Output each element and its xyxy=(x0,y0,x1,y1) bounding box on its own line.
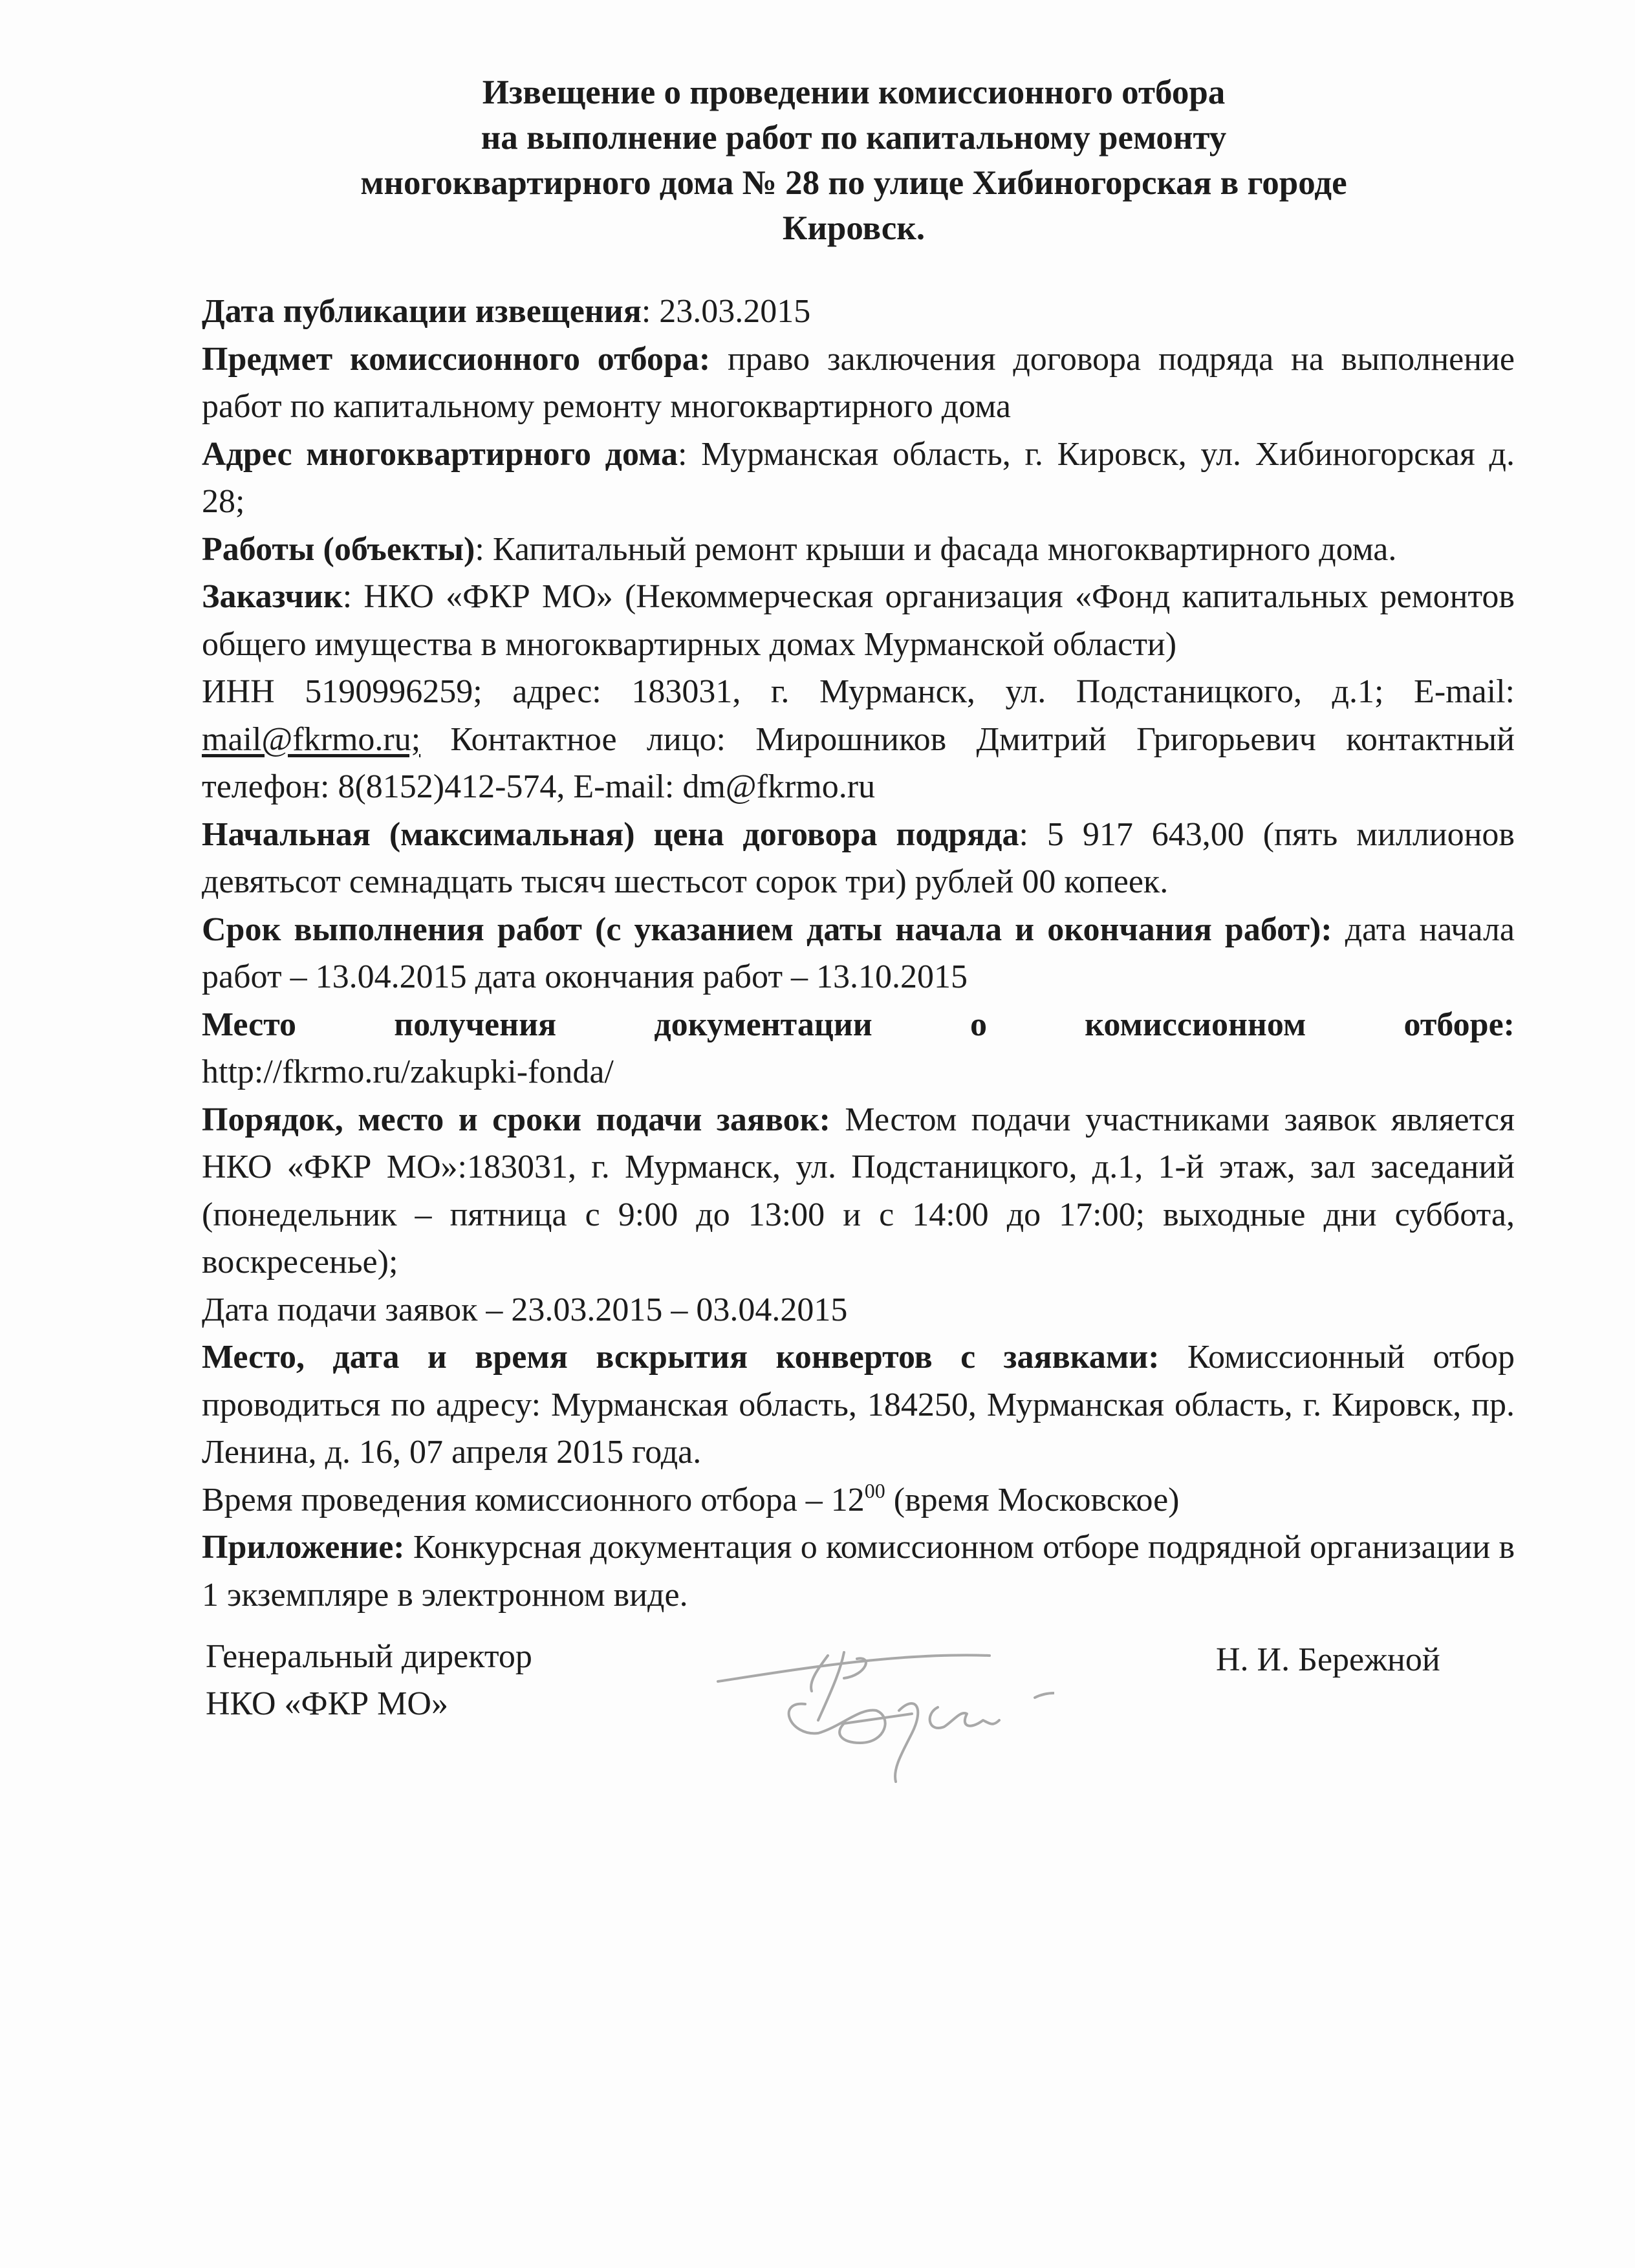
section-value: : Капитальный ремонт крыши и фасада многоквартирного дома. xyxy=(475,530,1397,568)
section-value: дата начала работ – 13.04.2015 дата окончания работ – 13.10.2015 xyxy=(202,911,1515,995)
section-value: Комиссионный отбор проводиться по адресу: Мурманская область, 184250, Мурманская область, г. Кировск, пр. Ленина, д. 16, 07 апреля 2015 года. xyxy=(202,1339,1515,1471)
customer-contact: Контактное лицо: Мирошников Дмитрий Григорьевич контактный телефон: 8(8152)412-574, E-mail: dm@fkrmo.ru xyxy=(202,720,1515,805)
section-label: Срок выполнения работ (с указанием даты начала и окончания работ): xyxy=(202,911,1332,948)
section-label: Дата публикации извещения xyxy=(202,293,642,330)
section-application-order xyxy=(202,1096,1515,1286)
section-value: Конкурсная документация о комиссионном отборе подрядной организации в 1 экземпляре в электронном виде. xyxy=(202,1529,1515,1614)
opening-time-text: Время проведения комиссионного отбора – 12 xyxy=(202,1481,865,1518)
signature-stroke xyxy=(811,1652,844,1720)
customer-details xyxy=(202,668,1515,811)
signature-stroke xyxy=(1035,1693,1054,1698)
customer-requisites: ИНН 5190996259; адрес: 183031, г. Мурманск, ул. Подстаницкого, д.1; E-mail: xyxy=(202,673,1515,710)
section-label: Работы (объекты) xyxy=(202,530,475,568)
title-line: многоквартирного дома № 28 по улице Хибиногорская в городе xyxy=(360,164,1347,202)
section-label: Порядок, место и сроки подачи заявок: xyxy=(202,1101,830,1138)
customer-email-link[interactable]: mail@fkrmo.ru; xyxy=(202,720,421,758)
section-value: : 5 917 643,00 (пять миллионов девятьсот семнадцать тысяч шестьсот сорок три) рублей 00 копеек. xyxy=(202,815,1515,900)
section-address xyxy=(202,431,1515,526)
opening-time-minutes: 00 xyxy=(864,1478,885,1502)
signature-stroke xyxy=(718,1655,990,1681)
signature-stroke xyxy=(789,1704,912,1743)
document-title xyxy=(194,70,1513,251)
opening-time xyxy=(202,1476,1515,1524)
section-customer xyxy=(202,573,1515,668)
title-line: Кировск. xyxy=(782,210,926,247)
section-label: Место получения документации о комиссионном отборе: xyxy=(202,1006,1515,1043)
section-label: Адрес многоквартирного дома xyxy=(202,435,678,473)
title-line: Извещение о проведении комиссионного отбора xyxy=(482,74,1226,111)
section-price xyxy=(202,811,1515,906)
section-opening xyxy=(202,1334,1515,1476)
section-label: Место, дата и время вскрытия конвертов с заявками: xyxy=(202,1339,1160,1376)
docs-url[interactable]: http://fkrmo.ru/zakupki-fonda/ xyxy=(202,1053,614,1090)
section-works xyxy=(202,526,1515,574)
signature-stroke xyxy=(930,1707,999,1728)
section-docs-place xyxy=(202,1001,1515,1049)
section-value: : НКО «ФКР МО» (Некоммерческая организация «Фонд капитальных ремонтов общего имущества в многоквартирных домах Мурманской области) xyxy=(202,578,1515,663)
section-label: Предмет комиссионного отбора: xyxy=(202,340,711,378)
section-subject xyxy=(202,336,1515,431)
position-line: НКО «ФКР МО» xyxy=(206,1685,448,1722)
application-dates-text: Дата подачи заявок – 23.03.2015 – 03.04.2015 xyxy=(202,1291,848,1328)
section-label: Приложение: xyxy=(202,1529,405,1566)
section-term xyxy=(202,906,1515,1001)
section-value: Местом подачи участниками заявок является НКО «ФКР МО»:183031, г. Мурманск, ул. Подстаницкого, д.1, 1-й этаж, зал заседаний (понедельник – пятница с 9:00 до 13:00 и с 14:00 до 17:00; выходные дни суббота, воскресенье); xyxy=(202,1101,1515,1280)
section-publication-date xyxy=(202,288,1515,336)
signatory-name: Н. И. Бережной xyxy=(1216,1641,1440,1678)
section-value: : 23.03.2015 xyxy=(641,293,811,330)
section-value: право заключения договора подряда на выполнение работ по капитальному ремонту многоквартирного дома xyxy=(202,340,1515,425)
section-label: Заказчик xyxy=(202,578,343,615)
handwritten-signature xyxy=(705,1630,1054,1798)
section-label: Начальная (максимальная) цена договора подряда xyxy=(202,815,1019,853)
section-attachment xyxy=(202,1524,1515,1619)
application-dates xyxy=(202,1286,1515,1334)
docs-url-line xyxy=(202,1048,1515,1096)
title-line: на выполнение работ по капитальному ремонту xyxy=(481,119,1227,157)
section-value: : Мурманская область, г. Кировск, ул. Хибиногорская д. 28; xyxy=(202,435,1515,520)
signatory-position xyxy=(206,1633,532,1727)
opening-time-suffix: (время Московское) xyxy=(885,1481,1180,1518)
document-body xyxy=(202,288,1515,1619)
position-line: Генеральный директор xyxy=(206,1638,532,1675)
